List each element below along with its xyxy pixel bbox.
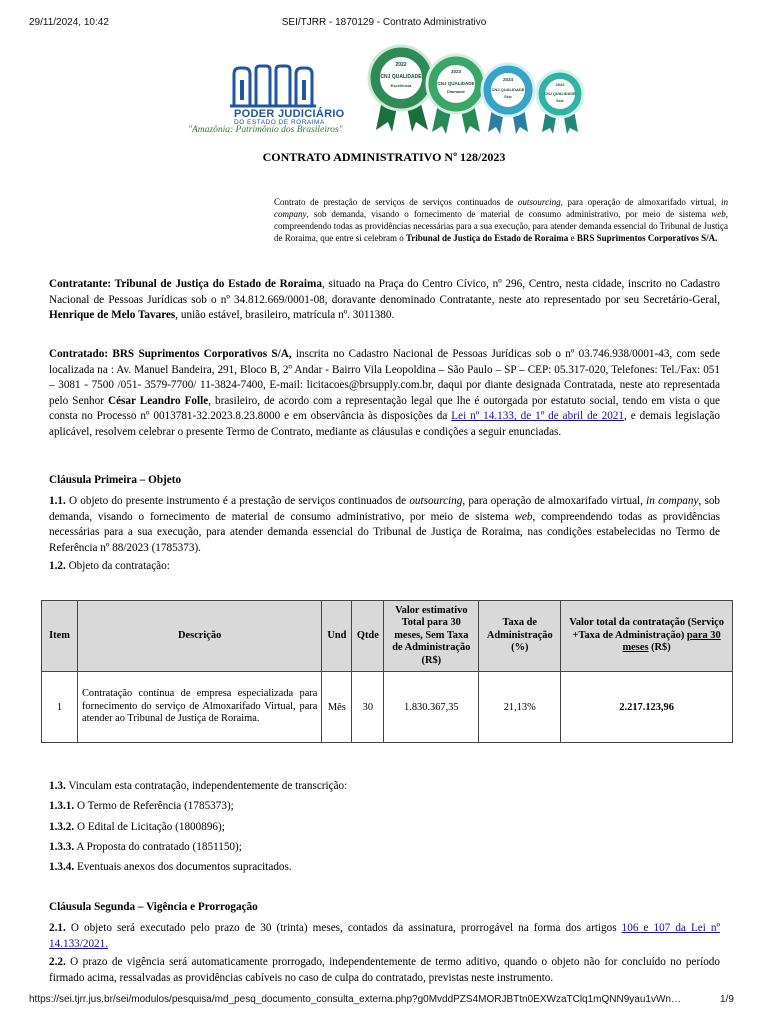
clause2-2-paragraph: 2.2. O prazo de vigência será automaticamente prorrogado, independentemente de termo aditivo, quando o objeto não for concluído no período firmado acima, ressalvadas as providências cabíveis no caso de culpa do contratado, previstas neste instrumento. — [49, 956, 720, 984]
cell-desc: Contratação contínua de empresa especializada para fornecimento do serviço de Almoxarifado Virtual, para atender ao Tribunal de Justiça de Roraima. — [77, 672, 321, 743]
seal-3-tier: Selo — [504, 95, 512, 99]
col-qtde: Qtde — [352, 601, 384, 672]
seals-graphic — [362, 40, 587, 135]
tjrr-logo — [186, 62, 386, 137]
col-desc: Descrição — [77, 601, 321, 672]
col-total: Valor total da contratação (Serviço +Taxa de Administração) para 30 meses (R$) — [561, 601, 733, 672]
contract-summary: Contrato de prestação de serviços de serviços continuados de outsourcing, para operação de almoxarifado virtual, in company, sob demanda, visando o fornecimento de material de consumo administrativo, por meio de sistema web, compreendendo todas as providências necessárias para a sua execução, para atender demanda essencial do Tribunal de Justiça de Roraima, que entre si celebram o Tribunal de Justiça do Estado de Roraima e BRS Suprimentos Corporativos S/A. — [274, 197, 728, 243]
seal-4-tier: Selo — [556, 99, 564, 103]
clause1-3-4-line: 1.3.4. Eventuais anexos dos documentos supracitados. — [49, 861, 292, 873]
contratante-paragraph: Contratante: Tribunal de Justiça do Estado de Roraima, situado na Praça do Centro Cívico, nº 296, Centro, nesta cidade, inscrito no Cadastro Nacional de Pessoas Jurídicas sob o nº 34.812.669/0001-08, doravante denominado Contratante, neste ato representado por seu Secretário-Geral, Henrique de Melo Tavares, união estável, brasileiro, matrícula nº. 3011380. — [49, 278, 720, 322]
cell-und: Mês — [322, 672, 352, 743]
seal-1-year: 2022 — [395, 62, 407, 68]
cell-qtde: 30 — [352, 672, 384, 743]
seal-1-tier: Excelência — [390, 83, 412, 88]
contract-object-table — [41, 600, 733, 743]
seal-3-year: 2024 — [502, 77, 514, 82]
seal-1 — [369, 46, 433, 132]
artigos-106-107-link[interactable]: 106 e 107 da Lei nº 14.133/2021. — [49, 922, 720, 950]
seal-1-label: CNJ QUALIDADE — [380, 74, 422, 80]
cell-taxa: 21,13% — [479, 672, 561, 743]
table-row — [42, 672, 733, 743]
seal-4-year: 2024 — [555, 82, 565, 87]
print-page-number: 1/9 — [720, 994, 734, 1005]
contract-title: CONTRATO ADMINISTRATIVO Nº 128/2023 — [262, 150, 506, 164]
clause1-3-3-line: 1.3.3. A Proposta do contratado (1851150); — [49, 841, 242, 853]
seal-2-label: CNJ QUALIDADE — [437, 81, 475, 86]
seal-3-label: CNJ QUALIDADE — [491, 87, 525, 92]
quality-seals — [362, 40, 587, 135]
lei-14133-link[interactable]: Lei nº 14.133, de 1º de abril de 2021 — [451, 410, 624, 423]
seal-2 — [427, 55, 485, 134]
clause1-heading: Cláusula Primeira – Objeto — [49, 474, 182, 486]
cell-total: 2.217.123,96 — [561, 672, 733, 743]
logo-name-line2: DO ESTADO DE RORAIMA — [234, 119, 325, 126]
print-doc-title: SEI/TJRR - 1870129 - Contrato Administrativo — [281, 17, 487, 28]
cell-valor: 1.830.367,35 — [384, 672, 479, 743]
seal-3 — [482, 64, 534, 134]
contratado-paragraph: Contratado: BRS Suprimentos Corporativos S/A, inscrita no Cadastro Nacional de Pessoas Jurídicas sob o nº 03.746.938/0001-43, com sede localizada na : Av. Manuel Bandeira, 291, Bloco B, 2º Andar - Bairro Vila Leopoldina – São Paulo – SP – CEP: 05.317-020, Telefones: Tel./Fax: 051 – 3081 - 7500 /051- 3579-7700/ 11-3824-7400, E-mail: licitacoes@brsupply.com.br, daqui por diante designada Contratada, neste ato representada pelo Senhor César Leandro Folle, brasileiro, de acordo com a representação legal que lhe é outorgada por estatuto social, tendo em vista o que consta no Processo nº 0013781-32.2023.8.23.8000 e em observância às disposições da Lei nº 14.133, de 1º de abril de 2021, e demais legislação aplicável, resolvem celebrar o presente Termo de Contrato, mediante as cláusulas e condições a seguir enunciadas. — [49, 348, 720, 438]
logo-name-line1: PODER JUDICIÁRIO — [234, 108, 345, 120]
clause1-3-line: 1.3. Vinculam esta contratação, independentemente de transcrição: — [49, 780, 348, 792]
clause2-1-paragraph: 2.1. O objeto será executado pelo prazo de 30 (trinta) meses, contados da assinatura, prorrogável na forma dos artigos 106 e 107 da Lei nº 14.133/2021. — [49, 922, 720, 950]
print-url: https://sei.tjrr.jus.br/sei/modulos/pesquisa/md_pesq_documento_consulta_externa.php?g0MvddPZS4MORJBTtn0EXWzaTClq1mQNN9yau1vWn… — [29, 994, 681, 1005]
clause1-3-2-line: 1.3.2. O Edital de Licitação (1800896); — [49, 821, 225, 833]
seal-4-label: CNJ QUALIDADE — [544, 92, 576, 96]
col-und: Und — [322, 601, 352, 672]
seal-2-tier: Diamante — [446, 89, 466, 94]
table-header-row — [42, 601, 733, 672]
col-taxa: Taxa de Administração (%) — [479, 601, 561, 672]
clause1-2-line: 1.2. Objeto da contratação: — [49, 560, 170, 572]
col-valor: Valor estimativo Total para 30 meses, Sem Taxa de Administração (R$) — [384, 601, 479, 672]
col-item: Item — [42, 601, 78, 672]
print-datetime: 29/11/2024, 10:42 — [29, 17, 109, 28]
seal-2-year: 2023 — [450, 69, 462, 74]
clause1-3-1-line: 1.3.1. O Termo de Referência (1785373); — [49, 800, 234, 812]
cell-item: 1 — [42, 672, 78, 743]
logo-slogan: "Amazônia: Patrimônio dos Brasileiros" — [188, 125, 343, 135]
clause2-heading: Cláusula Segunda – Vigência e Prorrogação — [49, 901, 258, 913]
clause1-1-paragraph: 1.1. O objeto do presente instrumento é a prestação de serviços continuados de outsourcing, para operação de almoxarifado virtual, in company, sob demanda, visando o fornecimento de material de consumo administrativo, por meio de sistema web, compreendendo todas as providências necessárias para a sua execução, para atender demanda essencial do Tribunal de Justiça de Roraima, nas condições estabelecidas no Termo de Referência nº 88/2023 (1785373). — [49, 495, 721, 554]
